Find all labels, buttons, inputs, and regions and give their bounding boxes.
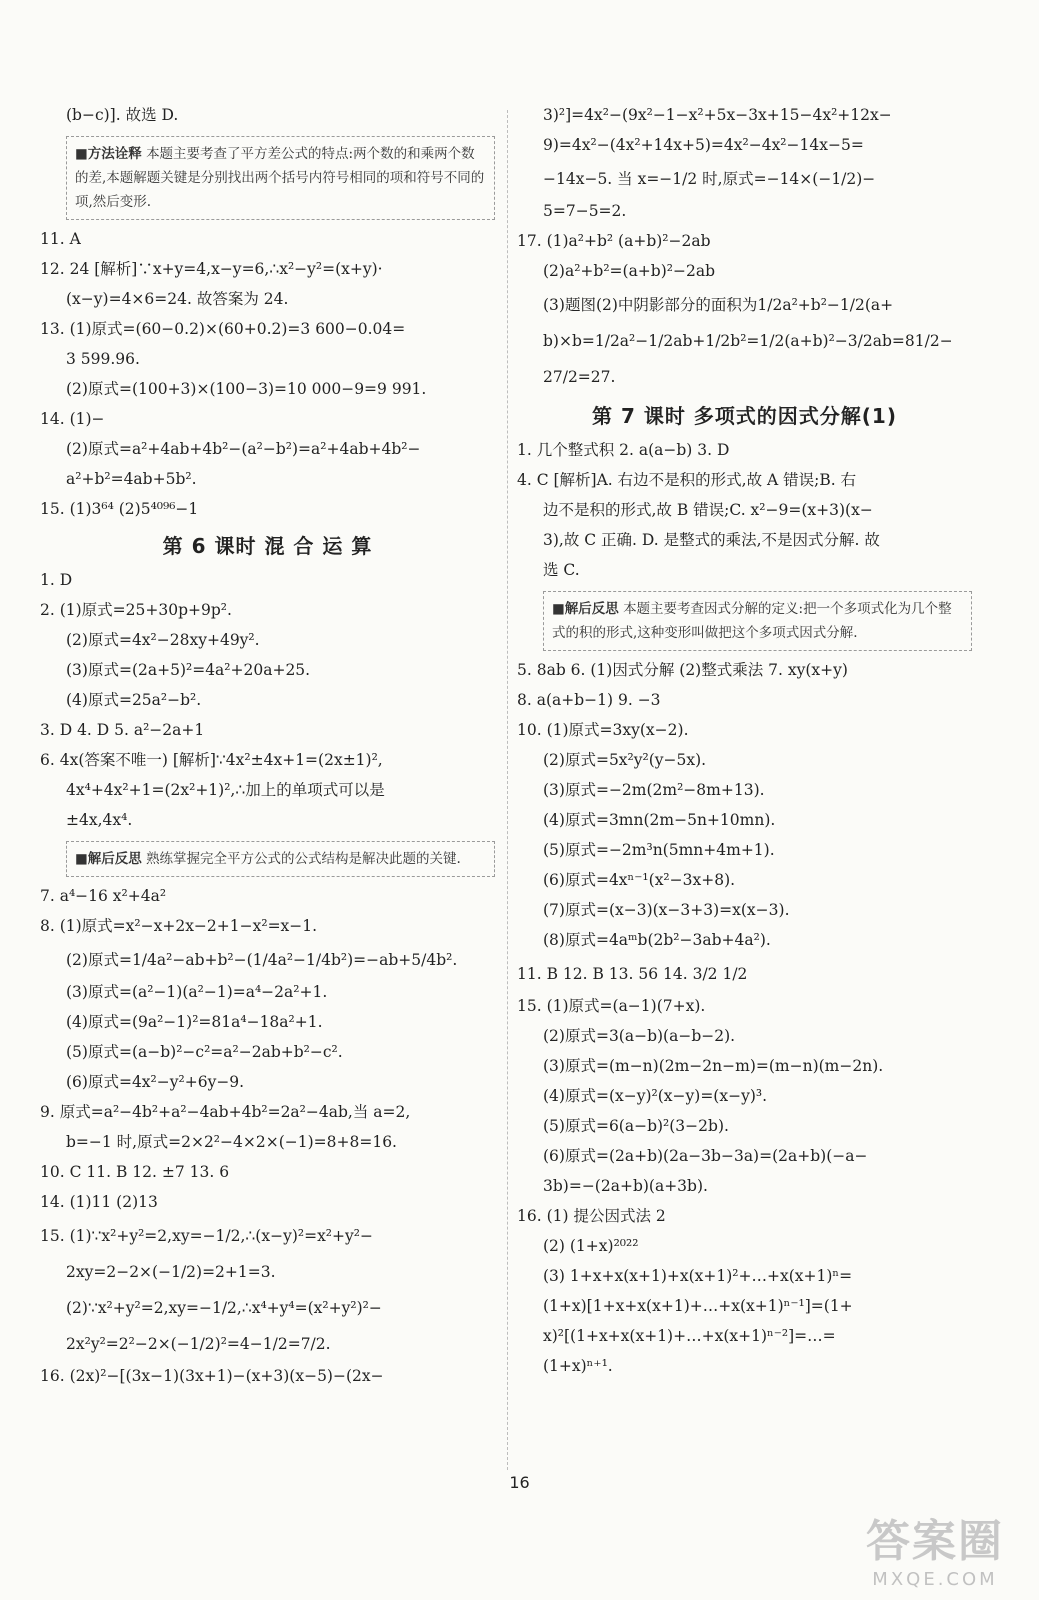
answer-line: 10. C 11. B 12. ±7 13. 6 <box>40 1163 230 1181</box>
answer-line: 15. (1)∵x²+y²=2,xy=−1/2,∴(x−y)²=x²+y²− <box>40 1227 373 1245</box>
answer-line: (2)原式=1/4a²−ab+b²−(1/4a²−1/4b²)=−ab+5/4b². <box>66 951 458 969</box>
answer-line: (2)原式=(100+3)×(100−3)=10 000−9=9 991. <box>66 380 427 398</box>
reflection-note-box <box>543 591 972 651</box>
answer-line: a²+b²=4ab+5b². <box>66 470 197 488</box>
answer-line: 16. (2x)²−[(3x−1)(3x+1)−(x+3)(x−5)−(2x− <box>40 1367 384 1385</box>
answer-line: 6. 4x(答案不唯一) [解析]∵4x²±4x+1=(2x±1)², <box>40 751 383 769</box>
answer-line: (4)原式=(9a²−1)²=81a⁴−18a²+1. <box>66 1013 323 1031</box>
note-tag: ■解后反思 <box>75 851 142 867</box>
note-text: 本题主要考查因式分解的定义:把一个多项式化为几个整式的积的形式,这种变形叫做把这个多项式因式分解. <box>552 601 952 641</box>
answer-line: (1+x)ⁿ⁺¹. <box>543 1357 613 1375</box>
answer-line: (2)∵x²+y²=2,xy=−1/2,∴x⁴+y⁴=(x²+y²)²− <box>66 1299 382 1317</box>
answer-line: (3)题图(2)中阴影部分的面积为1/2a²+b²−1/2(a+ <box>543 296 894 314</box>
answer-line: 3),故 C 正确. D. 是整式的乘法,不是因式分解. 故 <box>543 531 880 549</box>
answer-line: 边不是积的形式,故 B 错误;C. x²−9=(x+3)(x− <box>543 501 873 519</box>
lesson-6-title: 第 6 课时 混 合 运 算 <box>162 534 373 558</box>
answer-line: 8. a(a+b−1) 9. −3 <box>517 691 661 709</box>
answer-line: (2)原式=a²+4ab+4b²−(a²−b²)=a²+4ab+4b²− <box>66 440 421 458</box>
answer-line: 13. (1)原式=(60−0.2)×(60+0.2)=3 600−0.04= <box>40 320 406 338</box>
answer-line: 2. (1)原式=25+30p+9p². <box>40 601 232 619</box>
lesson-7-title: 第 7 课时 多项式的因式分解(1) <box>591 404 897 428</box>
left-column <box>40 106 495 1397</box>
note-text: 熟练掌握完全平方公式的公式结构是解决此题的关键. <box>146 851 461 867</box>
answer-line: 27/2=27. <box>543 368 616 386</box>
answer-line: 4x⁴+4x²+1=(2x²+1)²,∴加上的单项式可以是 <box>66 781 385 799</box>
answer-line: b=−1 时,原式=2×2²−4×2×(−1)=8+8=16. <box>66 1133 397 1151</box>
answer-line: (6)原式=4x²−y²+6y−9. <box>66 1073 245 1091</box>
answer-line: 2x²y²=2²−2×(−1/2)²=4−1/2=7/2. <box>66 1335 331 1353</box>
note-tag: ■解后反思 <box>552 601 619 617</box>
answer-line: −14x−5. 当 x=−1/2 时,原式=−14×(−1/2)− <box>543 170 876 188</box>
answer-line: (4)原式=(x−y)²(x−y)=(x−y)³. <box>543 1087 768 1105</box>
answer-line: 1. D <box>40 571 73 589</box>
answer-line: (1+x)[1+x+x(x+1)+…+x(x+1)ⁿ⁻¹]=(1+ <box>543 1297 853 1315</box>
answer-line: (3)原式=−2m(2m²−8m+13). <box>543 781 765 799</box>
answer-line: b)×b=1/2a²−1/2ab+1/2b²=1/2(a+b)²−3/2ab=81/2− <box>543 332 953 350</box>
answer-line: (2)原式=3(a−b)(a−b−2). <box>543 1027 736 1045</box>
watermark-text-bottom: MXQE.COM <box>872 1569 998 1590</box>
reflection-note-box <box>66 841 495 877</box>
answer-line: 5=7−5=2. <box>543 202 627 220</box>
answer-line: (8)原式=4aᵐb(2b²−3ab+4a²). <box>543 931 771 949</box>
answer-line: 3b)=−(2a+b)(a+3b). <box>543 1177 708 1195</box>
answer-line: 15. (1)原式=(a−1)(7+x). <box>517 997 706 1015</box>
note-tag: ■方法诠释 <box>75 146 142 162</box>
page-number: 16 <box>509 1473 530 1492</box>
answer-line: 12. 24 [解析]∵x+y=4,x−y=6,∴x²−y²=(x+y)· <box>40 260 383 278</box>
right-column <box>517 106 972 1387</box>
answer-line: x)²[(1+x+x(x+1)+…+x(x+1)ⁿ⁻²]=…= <box>543 1327 836 1345</box>
answer-line: 3 599.96. <box>66 350 140 368</box>
answer-line: 9. 原式=a²−4b²+a²−4ab+4b²=2a²−4ab,当 a=2, <box>40 1103 411 1121</box>
answer-line: 7. a⁴−16 x²+4a² <box>40 887 167 905</box>
answer-line: (3)原式=(m−n)(2m−2n−m)=(m−n)(m−2n). <box>543 1057 884 1075</box>
answer-line: 选 C. <box>543 561 580 579</box>
answer-line: 1. 几个整式积 2. a(a−b) 3. D <box>517 441 730 459</box>
answer-line: (b−c)]. 故选 D. <box>66 106 179 124</box>
answer-line: (5)原式=6(a−b)²(3−2b). <box>543 1117 729 1135</box>
answer-line: (2)原式=4x²−28xy+49y². <box>66 631 260 649</box>
answer-line: 11. A <box>40 230 81 248</box>
answer-line: 3. D 4. D 5. a²−2a+1 <box>40 721 205 739</box>
answer-line: (2) (1+x)²⁰²² <box>543 1237 639 1255</box>
answer-line: 4. C [解析]A. 右边不是积的形式,故 A 错误;B. 右 <box>517 471 857 489</box>
answer-line: 9)=4x²−(4x²+14x+5)=4x²−4x²−14x−5= <box>543 136 864 154</box>
answer-line: 16. (1) 提公因式法 2 <box>517 1207 666 1225</box>
answer-line: (4)原式=25a²−b². <box>66 691 202 709</box>
answer-line: 5. 8ab 6. (1)因式分解 (2)整式乘法 7. xy(x+y) <box>517 661 848 679</box>
answer-line: 14. (1)11 (2)13 <box>40 1193 158 1211</box>
answer-line: ±4x,4x⁴. <box>66 811 133 829</box>
answer-line: (x−y)=4×6=24. 故答案为 24. <box>66 290 289 308</box>
answer-line: 15. (1)3⁶⁴ (2)5⁴⁰⁹⁶−1 <box>40 500 199 518</box>
answer-line: (4)原式=3mn(2m−5n+10mn). <box>543 811 776 829</box>
answer-line: 17. (1)a²+b² (a+b)²−2ab <box>517 232 711 250</box>
answer-line: (2)a²+b²=(a+b)²−2ab <box>543 262 715 280</box>
answer-line: 3)²]=4x²−(9x²−1−x²+5x−3x+15−4x²+12x− <box>543 106 892 124</box>
note-text: 本题主要考查了平方差公式的特点:两个数的和乘两个数的差,本题解题关键是分别找出两个括号内符号相同的项和符号不同的项,然后变形. <box>75 146 485 210</box>
answer-line: 2xy=2−2×(−1/2)=2+1=3. <box>66 1263 276 1281</box>
answer-line: (2)原式=5x²y²(y−5x). <box>543 751 707 769</box>
answer-line: (6)原式=(2a+b)(2a−3b−3a)=(2a+b)(−a− <box>543 1147 868 1165</box>
answer-line: (5)原式=(a−b)²−c²=a²−2ab+b²−c². <box>66 1043 343 1061</box>
answer-line: (3)原式=(a²−1)(a²−1)=a⁴−2a²+1. <box>66 983 328 1001</box>
answer-line: 8. (1)原式=x²−x+2x−2+1−x²=x−1. <box>40 917 318 935</box>
answer-line: (6)原式=4xⁿ⁻¹(x²−3x+8). <box>543 871 736 889</box>
answer-line: (3)原式=(2a+5)²=4a²+20a+25. <box>66 661 311 679</box>
answer-line: 11. B 12. B 13. 56 14. 3/2 1/2 <box>517 965 748 983</box>
watermark-text-top: 答案圈 <box>866 1516 1004 1567</box>
column-divider <box>507 110 508 1470</box>
answer-line: (5)原式=−2m³n(5mn+4m+1). <box>543 841 775 859</box>
answer-line: (3) 1+x+x(x+1)+x(x+1)²+…+x(x+1)ⁿ= <box>543 1267 853 1285</box>
method-note-box <box>66 136 495 220</box>
answer-line: 10. (1)原式=3xy(x−2). <box>517 721 689 739</box>
answer-line: 14. (1)− <box>40 410 105 428</box>
answer-line: (7)原式=(x−3)(x−3+3)=x(x−3). <box>543 901 790 919</box>
site-watermark-logo <box>840 1505 1030 1595</box>
